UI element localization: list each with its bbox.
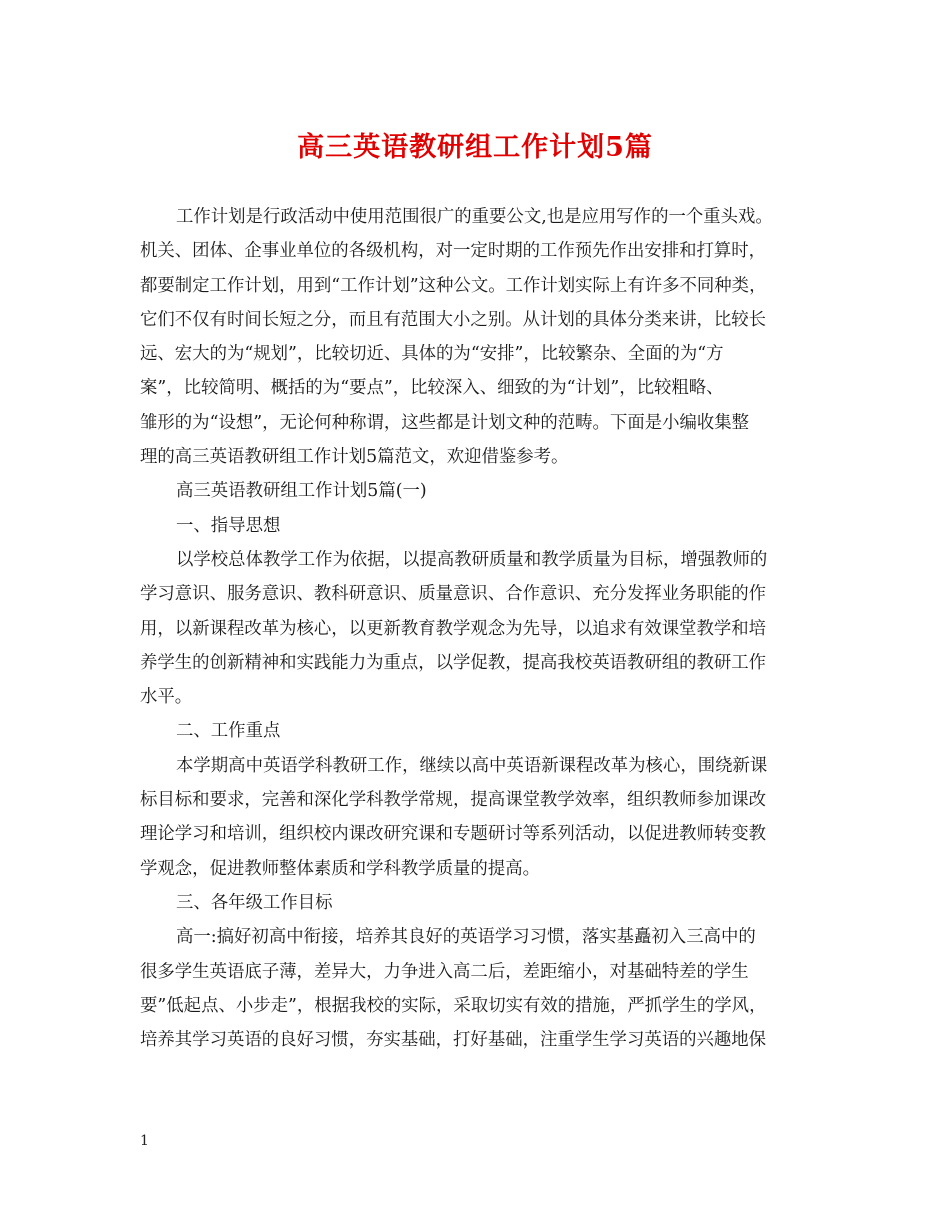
page-number: 1 bbox=[140, 1133, 149, 1149]
text-line: 养学生的创新精神和实践能力为重点，以学促教，提高我校英语教研组的教研工作 bbox=[140, 652, 767, 673]
text-line: 理的高三英语教研组工作计划5篇范文，欢迎借鉴参考。 bbox=[140, 447, 569, 468]
text-line: 学观念，促进教师整体素质和学科教学质量的提高。 bbox=[140, 858, 540, 879]
text-line: 培养其学习英语的良好习惯，夯实基础，打好基础，注重学生学习英语的兴趣地保 bbox=[140, 1030, 767, 1051]
text-line: 标目标和要求，完善和深化学科教学常规，提高课堂教学效率，组织教师参加课改 bbox=[140, 790, 767, 811]
document-body bbox=[140, 200, 820, 1057]
text-line: 工作计划是行政活动中使用范围很广的重要公文,也是应用写作的一个重头戏。 bbox=[176, 207, 773, 227]
text-line: 要”低起点、小步走”，根据我校的实际，采取切实有效的措施，严抓学生的学风， bbox=[140, 995, 767, 1016]
text-line: 一、指导思想 bbox=[176, 515, 281, 536]
text-line: 学习意识、服务意识、教科研意识、质量意识、合作意识、充分发挥业务职能的作 bbox=[140, 584, 767, 605]
text-line: 水平。 bbox=[140, 687, 193, 708]
text-line: 都要制定工作计划，用到“工作计划”这种公文。工作计划实际上有许多不同种类， bbox=[140, 275, 767, 296]
text-line: 本学期高中英语学科教研工作，继续以高中英语新课程改革为核心，围绕新课 bbox=[176, 755, 768, 776]
text-line: 雏形的为“设想”，无论何种称谓，这些都是计划文种的范畴。下面是小编收集整 bbox=[140, 412, 750, 433]
text-line: 用，以新课程改革为核心，以更新教育教学观念为先导，以追求有效课堂教学和培 bbox=[140, 618, 767, 639]
document-title: 高三英语教研组工作计划5篇 bbox=[297, 132, 653, 163]
text-line: 三、各年级工作目标 bbox=[176, 892, 333, 913]
text-line: 它们不仅有时间长短之分，而且有范围大小之别。从计划的具体分类来讲，比较长 bbox=[140, 309, 767, 330]
text-line: 很多学生英语底子薄，差异大，力争进入高二后，差距缩小，对基础特差的学生 bbox=[140, 961, 749, 982]
text-line: 以学校总体教学工作为依据，以提高教研质量和教学质量为目标，增强教师的 bbox=[176, 549, 768, 570]
text-line: 案”，比较简明、概括的为“要点”，比较深入、细致的为“计划”，比较粗略、 bbox=[140, 378, 724, 399]
text-line: 二、工作重点 bbox=[176, 721, 281, 742]
text-line: 高三英语教研组工作计划5篇(一) bbox=[176, 481, 427, 502]
text-line: 高一:搞好初高中衔接，培养其良好的英语学习习惯，落实基矗初入三高中的 bbox=[176, 927, 756, 948]
text-line: 机关、团体、企事业单位的各级机构，对一定时期的工作预先作出安排和打算时， bbox=[140, 241, 767, 262]
text-line: 理论学习和培训，组织校内课改研究课和专题研讨等系列活动，以促进教师转变教 bbox=[140, 824, 767, 845]
text-line: 远、宏大的为“规划”，比较切近、具体的为“安排”，比较繁杂、全面的为“方 bbox=[140, 344, 724, 365]
